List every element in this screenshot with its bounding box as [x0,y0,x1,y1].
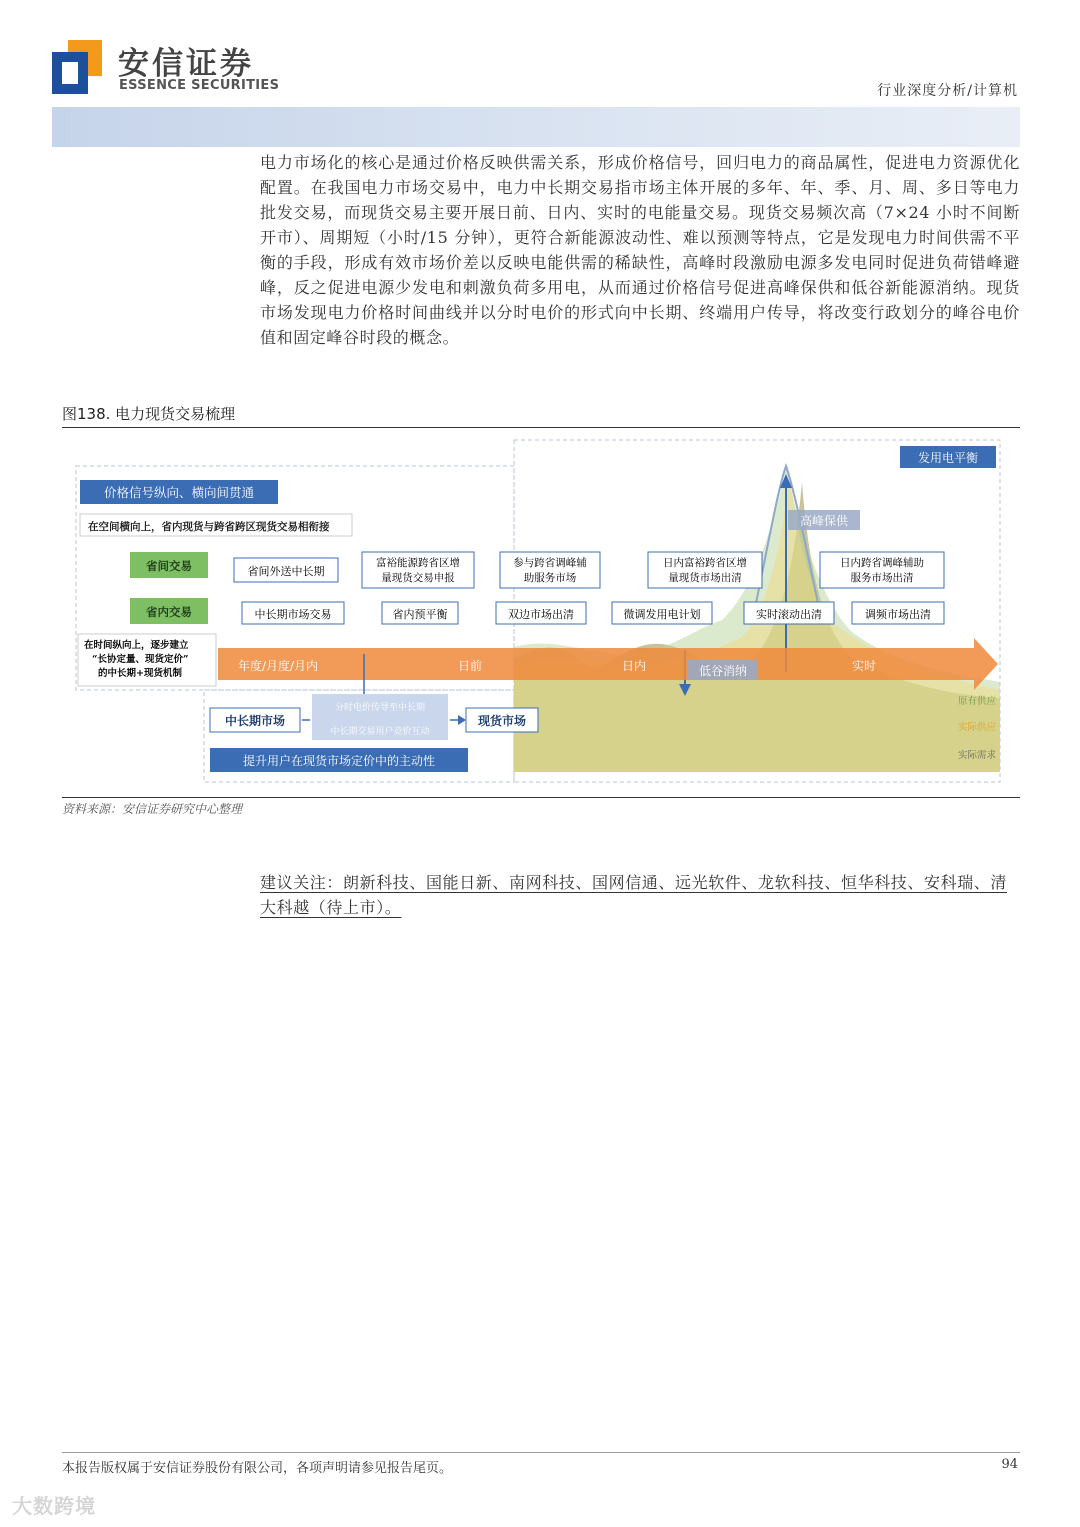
inter-province-label: 省间交易 [146,559,192,573]
inter-box-5-label: 日内跨省调峰辅助服务市场出清 [840,557,924,584]
link-bottom-label: 中长期交易用户竞价互动 [330,727,430,737]
brand-name-en: ESSENCE SECURITIES [119,78,280,93]
legend-original-supply: 原有供应 [957,696,996,707]
brand-logo-icon [52,40,102,94]
valley-label: 低谷消纳 [698,664,748,678]
price-signal-label: 价格信号纵向、横向间贯通 [103,485,255,500]
spatial-note: 在空间横向上，省内现货与跨省跨区现货交易相衔接 [88,521,330,533]
spot-trading-diagram [62,432,1020,794]
watermark: 大数跨境 [12,1494,96,1518]
user-role-label: 提升用户在现货市场定价中的主动性 [242,754,436,768]
timeline-annual: 年度/月度/月内 [237,659,319,673]
figure-source: 资料来源：安信证券研究中心整理 [62,802,243,816]
footer-copyright: 本报告版权属于安信证券股份有限公司，各项声明请参见报告尾页。 [62,1461,453,1476]
intra-box-4-label: 微调发用电计划 [623,608,701,621]
timeline-realtime: 实时 [851,659,877,673]
balance-label: 发用电平衡 [917,451,979,465]
time-note: 在时间纵向上，逐步建立“长协定量、现货定价”的中长期+现货机制 [84,640,189,679]
intra-box-2-label: 省内预平衡 [392,608,448,621]
body-paragraph: 电力市场化的核心是通过价格反映供需关系，形成价格信号，回归电力的商品属性，促进电力资源优化配置。在我国电力市场交易中，电力中长期交易指市场主体开展的多年、年、季、月、周、多日等电力批发交易，而现货交易主要开展日前、日内、实时的电能量交易。现货交易频次高（7×24 小时不间断开市）、周期短（小时/15 分钟），更符合新能源波动性、难以预测等特点，它是发现电力时间供需不平衡的手段，形成有效市场价差以反映电能供需的稀缺性，高峰时段激励电源多发电同时促进负荷错峰避峰，反之促进电源少发电和刺激负荷多用电，从而通过价格信号促进高峰保供和低谷新能源消纳。现货市场发现电力价格时间曲线并以分时电价的形式向中长期、终端用户传导，将改变行政划分的峰谷电价值和固定峰谷时段的概念。 [260,153,1020,347]
brand-name-cn: 安信证券 [118,46,254,82]
link-arrow-right-head [458,715,466,725]
timeline-day-ahead: 日前 [457,659,483,673]
inter-box-2-label: 富裕能源跨省区增量现货交易申报 [376,557,460,584]
report-category: 行业深度分析/计算机 [877,83,1018,99]
figure-bottom-rule [62,797,1020,798]
legend-actual-demand: 实际需求 [957,750,996,761]
link-top-label: 分时电价传导至中长期 [334,703,426,713]
footer-rule [62,1452,1020,1453]
intra-province-label: 省内交易 [146,605,192,619]
intra-box-3-label: 双边市场出清 [508,608,574,621]
intra-box-5-label: 实时滚动出清 [756,608,822,621]
legend-actual-supply: 实际供应 [957,722,996,733]
figure-title: 图138. 电力现货交易梳理 [62,405,236,423]
long-term-market-label: 中长期市场 [224,714,286,728]
intra-box-6-label: 调频市场出清 [865,608,931,621]
inter-box-4-label: 日内富裕跨省区增量现货市场出清 [663,557,747,584]
recommended-stocks-text: 建议关注：朗新科技、国能日新、南网科技、国网信通、远光软件、龙软科技、恒华科技、安科瑞、清大科越（待上市）。 [260,873,1008,917]
timeline-intraday: 日内 [621,659,647,673]
recommended-stocks [260,870,1020,920]
inter-box-1-label: 省间外送中长期 [247,565,325,578]
page-number: 94 [1001,1457,1018,1472]
spot-market-label: 现货市场 [477,714,527,728]
peak-label: 高峰保供 [799,514,849,528]
figure-top-rule [62,427,1020,428]
inter-box-3-label: 参与跨省调峰辅助服务市场 [513,557,587,584]
intra-box-1-label: 中长期市场交易 [254,608,332,621]
header-band [52,107,1020,147]
